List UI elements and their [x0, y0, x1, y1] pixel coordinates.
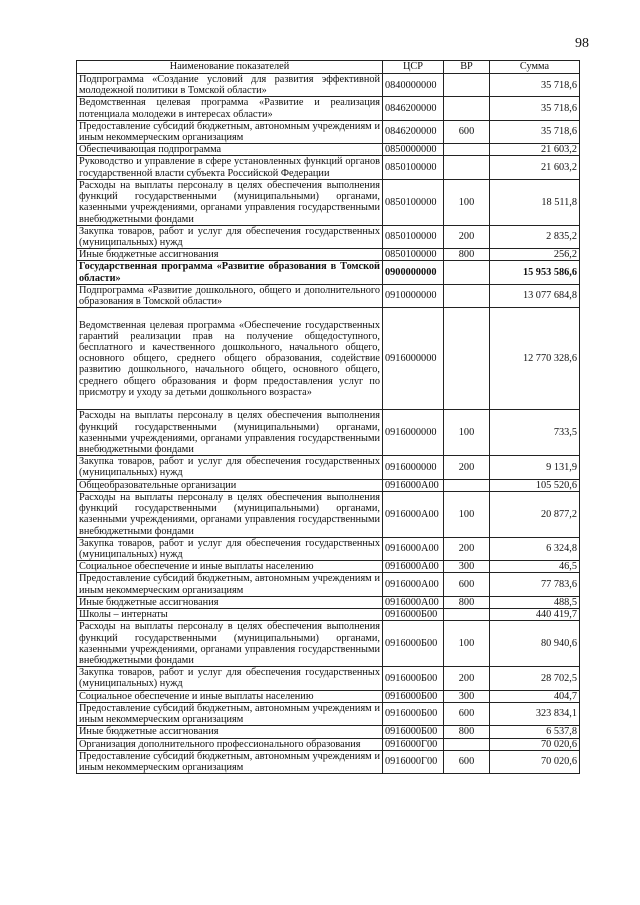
cell-csr: 0916000Б00 [383, 726, 444, 738]
cell-vr: 200 [444, 667, 490, 690]
table-row [77, 702, 580, 725]
cell-sum: 35 718,6 [490, 120, 580, 143]
table-row [77, 537, 580, 560]
cell-csr: 0916000А00 [383, 561, 444, 573]
cell-name: Социальное обеспечение и иные выплаты населению [77, 561, 383, 573]
table-row [77, 74, 580, 97]
header-name: Наименование показателей [77, 61, 383, 74]
cell-sum: 6 537,8 [490, 726, 580, 738]
cell-name: Государственная программа «Развитие образования в Томской области» [77, 261, 383, 284]
cell-vr: 800 [444, 249, 490, 261]
cell-name: Общеобразовательные организации [77, 479, 383, 491]
table-row [77, 491, 580, 537]
table-row [77, 179, 580, 225]
cell-sum: 21 603,2 [490, 144, 580, 156]
cell-sum: 77 783,6 [490, 573, 580, 596]
cell-csr: 0916000Б00 [383, 609, 444, 621]
cell-sum: 9 131,9 [490, 456, 580, 479]
cell-csr: 0916000А00 [383, 537, 444, 560]
cell-sum: 35 718,6 [490, 97, 580, 120]
budget-table [76, 60, 580, 774]
table-row [77, 621, 580, 667]
cell-csr: 0916000Б00 [383, 690, 444, 702]
cell-vr [444, 144, 490, 156]
table-row [77, 690, 580, 702]
cell-sum: 6 324,8 [490, 537, 580, 560]
cell-csr: 0916000Г00 [383, 750, 444, 773]
cell-name: Предоставление субсидий бюджетным, автономным учреждениям и иным некоммерческим организациям [77, 573, 383, 596]
header-csr: ЦСР [383, 61, 444, 74]
cell-sum: 21 603,2 [490, 156, 580, 179]
table-row [77, 120, 580, 143]
cell-name: Расходы на выплаты персоналу в целях обеспечения выполнения функций государственными (муниципальными) органами, казенными учреждениями, органами управления государственными внебюджетными фондами [77, 491, 383, 537]
cell-sum: 13 077 684,8 [490, 284, 580, 307]
cell-name: Организация дополнительного профессионального образования [77, 738, 383, 750]
cell-sum: 440 419,7 [490, 609, 580, 621]
cell-vr [444, 97, 490, 120]
cell-name: Ведомственная целевая программа «Обеспечение государственных гарантий реализации прав на получение общедоступного, бесплатного и качественного дошкольного, начального общего, основного общего, среднего общего образования, содействие развитию дошкольного, начального общего, основного общего, среднего общего образования и форм предоставления услуг по присмотру и уходу за детьми дошкольного возраста» [77, 308, 383, 410]
cell-name: Предоставление субсидий бюджетным, автономным учреждениям и иным некоммерческим организациям [77, 120, 383, 143]
cell-sum: 733,5 [490, 410, 580, 456]
cell-name: Закупка товаров, работ и услуг для обеспечения государственных (муниципальных) нужд [77, 456, 383, 479]
cell-vr: 200 [444, 537, 490, 560]
cell-vr: 200 [444, 225, 490, 248]
table-row [77, 284, 580, 307]
cell-csr: 0910000000 [383, 284, 444, 307]
table-row [77, 97, 580, 120]
cell-csr: 0916000Б00 [383, 621, 444, 667]
cell-csr: 0916000А00 [383, 596, 444, 608]
cell-sum: 105 520,6 [490, 479, 580, 491]
table-row [77, 667, 580, 690]
cell-vr [444, 74, 490, 97]
cell-vr: 300 [444, 690, 490, 702]
cell-csr: 0916000000 [383, 308, 444, 410]
cell-sum: 20 877,2 [490, 491, 580, 537]
cell-vr: 100 [444, 410, 490, 456]
cell-name: Школы – интернаты [77, 609, 383, 621]
table-row [77, 609, 580, 621]
cell-csr: 0916000А00 [383, 573, 444, 596]
table-row [77, 308, 580, 410]
cell-name: Закупка товаров, работ и услуг для обеспечения государственных (муниципальных) нужд [77, 667, 383, 690]
cell-sum: 35 718,6 [490, 74, 580, 97]
cell-name: Руководство и управление в сфере установленных функций органов государственной власти субъекта Российской Федерации [77, 156, 383, 179]
table-row [77, 738, 580, 750]
table-header-row [77, 61, 580, 74]
cell-csr: 0916000Б00 [383, 667, 444, 690]
table-row [77, 156, 580, 179]
cell-name: Подпрограмма «Развитие дошкольного, общего и дополнительного образования в Томской области» [77, 284, 383, 307]
cell-name: Предоставление субсидий бюджетным, автономным учреждениям и иным некоммерческим организациям [77, 702, 383, 725]
cell-csr: 0916000Г00 [383, 738, 444, 750]
cell-csr: 0846200000 [383, 97, 444, 120]
cell-csr: 0840000000 [383, 74, 444, 97]
cell-sum: 256,2 [490, 249, 580, 261]
table-row [77, 726, 580, 738]
cell-sum: 404,7 [490, 690, 580, 702]
cell-sum: 70 020,6 [490, 738, 580, 750]
cell-vr [444, 261, 490, 284]
cell-csr: 0900000000 [383, 261, 444, 284]
cell-csr: 0850100000 [383, 156, 444, 179]
cell-sum: 70 020,6 [490, 750, 580, 773]
cell-vr: 100 [444, 491, 490, 537]
table-row [77, 456, 580, 479]
cell-csr: 0916000А00 [383, 491, 444, 537]
cell-vr: 600 [444, 120, 490, 143]
cell-name: Расходы на выплаты персоналу в целях обеспечения выполнения функций государственными (муниципальными) органами, казенными учреждениями, органами управления государственными внебюджетными фондами [77, 410, 383, 456]
header-sum: Сумма [490, 61, 580, 74]
table-row [77, 261, 580, 284]
cell-csr: 0916000000 [383, 410, 444, 456]
cell-vr [444, 609, 490, 621]
cell-vr: 600 [444, 750, 490, 773]
cell-name: Предоставление субсидий бюджетным, автономным учреждениям и иным некоммерческим организациям [77, 750, 383, 773]
table-row [77, 573, 580, 596]
cell-vr [444, 156, 490, 179]
cell-csr: 0850100000 [383, 225, 444, 248]
cell-name: Иные бюджетные ассигнования [77, 596, 383, 608]
table-row [77, 249, 580, 261]
header-vr: ВР [444, 61, 490, 74]
table-row [77, 596, 580, 608]
cell-vr [444, 284, 490, 307]
table-body [77, 74, 580, 774]
cell-vr: 600 [444, 573, 490, 596]
cell-sum: 12 770 328,6 [490, 308, 580, 410]
cell-name: Расходы на выплаты персоналу в целях обеспечения выполнения функций государственными (муниципальными) органами, казенными учреждениями, органами управления государственными внебюджетными фондами [77, 179, 383, 225]
page-number: 98 [575, 36, 589, 51]
cell-csr: 0850100000 [383, 249, 444, 261]
cell-vr [444, 479, 490, 491]
table-row [77, 144, 580, 156]
cell-vr: 800 [444, 726, 490, 738]
cell-vr: 100 [444, 179, 490, 225]
cell-csr: 0850000000 [383, 144, 444, 156]
cell-vr [444, 308, 490, 410]
cell-vr: 100 [444, 621, 490, 667]
cell-sum: 323 834,1 [490, 702, 580, 725]
cell-name: Иные бюджетные ассигнования [77, 726, 383, 738]
cell-sum: 2 835,2 [490, 225, 580, 248]
cell-vr: 200 [444, 456, 490, 479]
cell-sum: 46,5 [490, 561, 580, 573]
cell-vr [444, 738, 490, 750]
table-row [77, 410, 580, 456]
cell-name: Социальное обеспечение и иные выплаты населению [77, 690, 383, 702]
cell-name: Подпрограмма «Создание условий для развития эффективной молодежной политики в Томской области» [77, 74, 383, 97]
cell-name: Закупка товаров, работ и услуг для обеспечения государственных (муниципальных) нужд [77, 537, 383, 560]
cell-csr: 0850100000 [383, 179, 444, 225]
table-row [77, 479, 580, 491]
table-row [77, 561, 580, 573]
cell-name: Обеспечивающая подпрограмма [77, 144, 383, 156]
cell-sum: 80 940,6 [490, 621, 580, 667]
cell-vr: 600 [444, 702, 490, 725]
cell-sum: 488,5 [490, 596, 580, 608]
cell-csr: 0916000Б00 [383, 702, 444, 725]
table-row [77, 750, 580, 773]
cell-csr: 0916000000 [383, 456, 444, 479]
cell-name: Закупка товаров, работ и услуг для обеспечения государственных (муниципальных) нужд [77, 225, 383, 248]
cell-vr: 800 [444, 596, 490, 608]
cell-name: Иные бюджетные ассигнования [77, 249, 383, 261]
cell-sum: 15 953 586,6 [490, 261, 580, 284]
cell-sum: 28 702,5 [490, 667, 580, 690]
cell-name: Расходы на выплаты персоналу в целях обеспечения выполнения функций государственными (муниципальными) органами, казенными учреждениями, органами управления государственными внебюджетными фондами [77, 621, 383, 667]
table-row [77, 225, 580, 248]
cell-csr: 0916000А00 [383, 479, 444, 491]
cell-csr: 0846200000 [383, 120, 444, 143]
cell-vr: 300 [444, 561, 490, 573]
cell-name: Ведомственная целевая программа «Развитие и реализация потенциала молодежи в интересах области» [77, 97, 383, 120]
cell-sum: 18 511,8 [490, 179, 580, 225]
